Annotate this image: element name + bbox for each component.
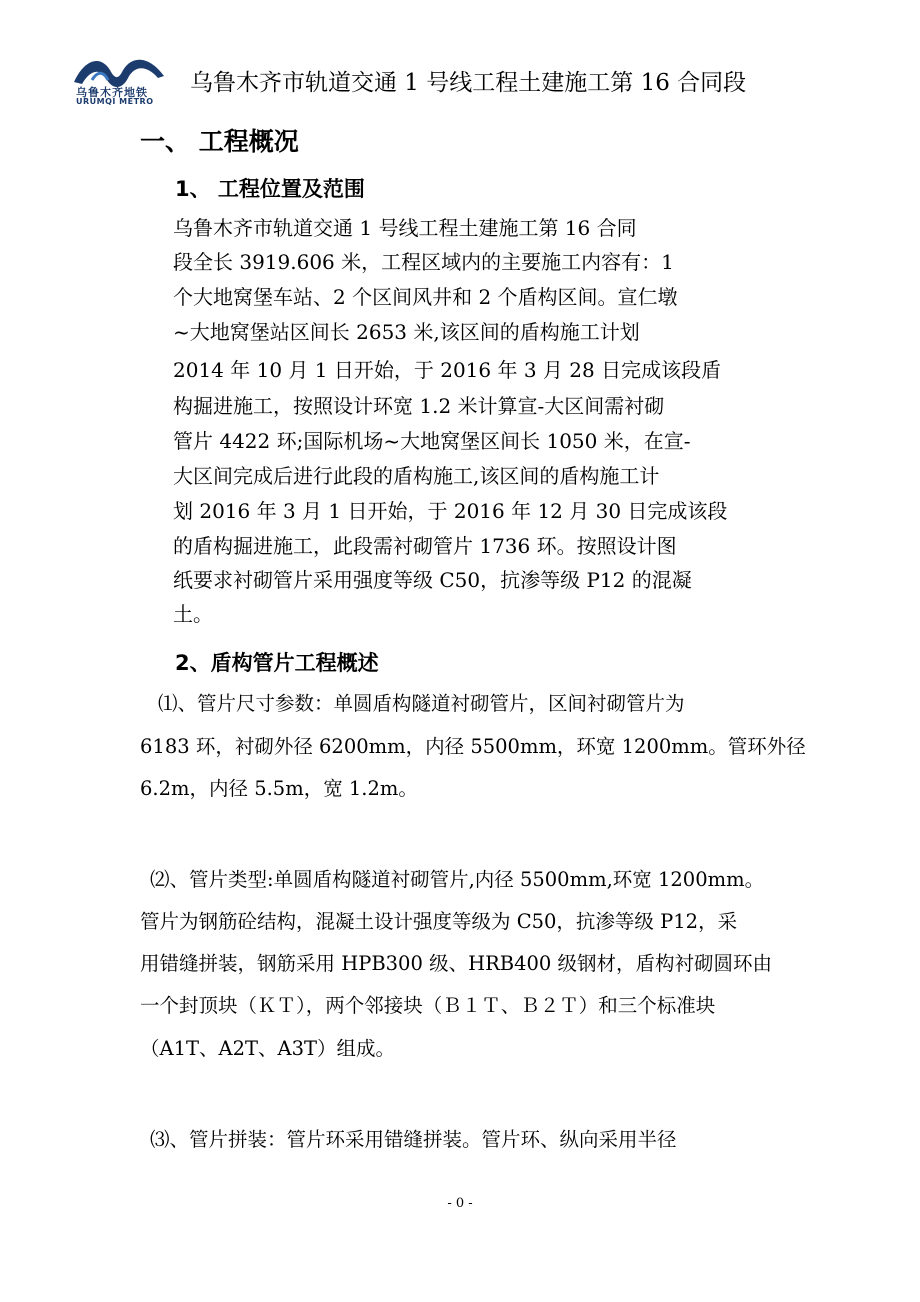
subsection-heading-location-scope: 1、 工程位置及范围 [175, 177, 365, 201]
paragraph-line: ⑴、管片尺寸参数：单圆盾构隧道衬砌管片，区间衬砌管片为 [158, 692, 685, 715]
paragraph-line: 6183 环，衬砌外径 6200mm，内径 5500mm，环宽 1200mm。管环外径 [140, 735, 806, 758]
paragraph-line: 一个封顶块（ＫＴ），两个邻接块（Ｂ１Ｔ、Ｂ２Ｔ）和三个标准块 [140, 994, 716, 1017]
document-header-title: 乌鲁木齐市轨道交通 1 号线工程土建施工第 16 合同段 [190, 70, 747, 96]
paragraph-line: 管片为钢筋砼结构，混凝土设计强度等级为 C50，抗渗等级 P12，采 [140, 910, 738, 933]
paragraph-line: ~大地窝堡站区间长 2653 米,该区间的盾构施工计划 [173, 320, 640, 344]
paragraph-line: 段全长 3919.606 米，工程区域内的主要施工内容有：1 [173, 250, 674, 274]
paragraph-line: 纸要求衬砌管片采用强度等级 C50，抗渗等级 P12 的混凝 [173, 568, 692, 592]
paragraph-line: 的盾构掘进施工，此段需衬砌管片 1736 环。按照设计图 [173, 534, 677, 558]
page-number: - 0 - [447, 1196, 473, 1211]
paragraph-line: ⑵、管片类型:单圆盾构隧道衬砌管片,内径 5500mm,环宽 1200mm。 [150, 868, 765, 891]
section-heading-project-overview: 一、 工程概况 [140, 127, 299, 156]
paragraph-line: 大区间完成后进行此段的盾构施工,该区间的盾构施工计 [173, 464, 660, 488]
paragraph-line: 构掘进施工，按照设计环宽 1.2 米计算宣-大区间需衬砌 [173, 394, 665, 418]
paragraph-line: 6.2m，内径 5.5m，宽 1.2m。 [140, 777, 418, 800]
paragraph-line: ⑶、管片拼装：管片环采用错缝拼装。管片环、纵向采用半径 [150, 1128, 677, 1151]
paragraph-line: 土。 [173, 602, 213, 626]
paragraph-line: （A1T、A2T、A3T）组成。 [140, 1037, 395, 1060]
paragraph-line: 2014 年 10 月 1 日开始，于 2016 年 3 月 28 日完成该段盾 [173, 358, 722, 382]
logo-english-name: URUMQI METRO [76, 97, 154, 106]
paragraph-line: 乌鲁木齐市轨道交通 1 号线工程土建施工第 16 合同 [173, 216, 637, 240]
paragraph-line: 管片 4422 环;国际机场~大地窝堡区间长 1050 米，在宣- [173, 429, 691, 453]
subsection-heading-segment-overview: 2、盾构管片工程概述 [175, 651, 379, 675]
paragraph-line: 个大地窝堡车站、2 个区间风井和 2 个盾构区间。宣仁墩 [173, 285, 678, 309]
logo-chinese-name: 乌鲁木齐地铁 [76, 86, 148, 99]
paragraph-line: 划 2016 年 3 月 1 日开始，于 2016 年 12 月 30 日完成该段 [173, 499, 728, 523]
paragraph-line: 用错缝拼装，钢筋采用 HPB300 级、HRB400 级钢材，盾构衬砌圆环由 [140, 952, 773, 975]
